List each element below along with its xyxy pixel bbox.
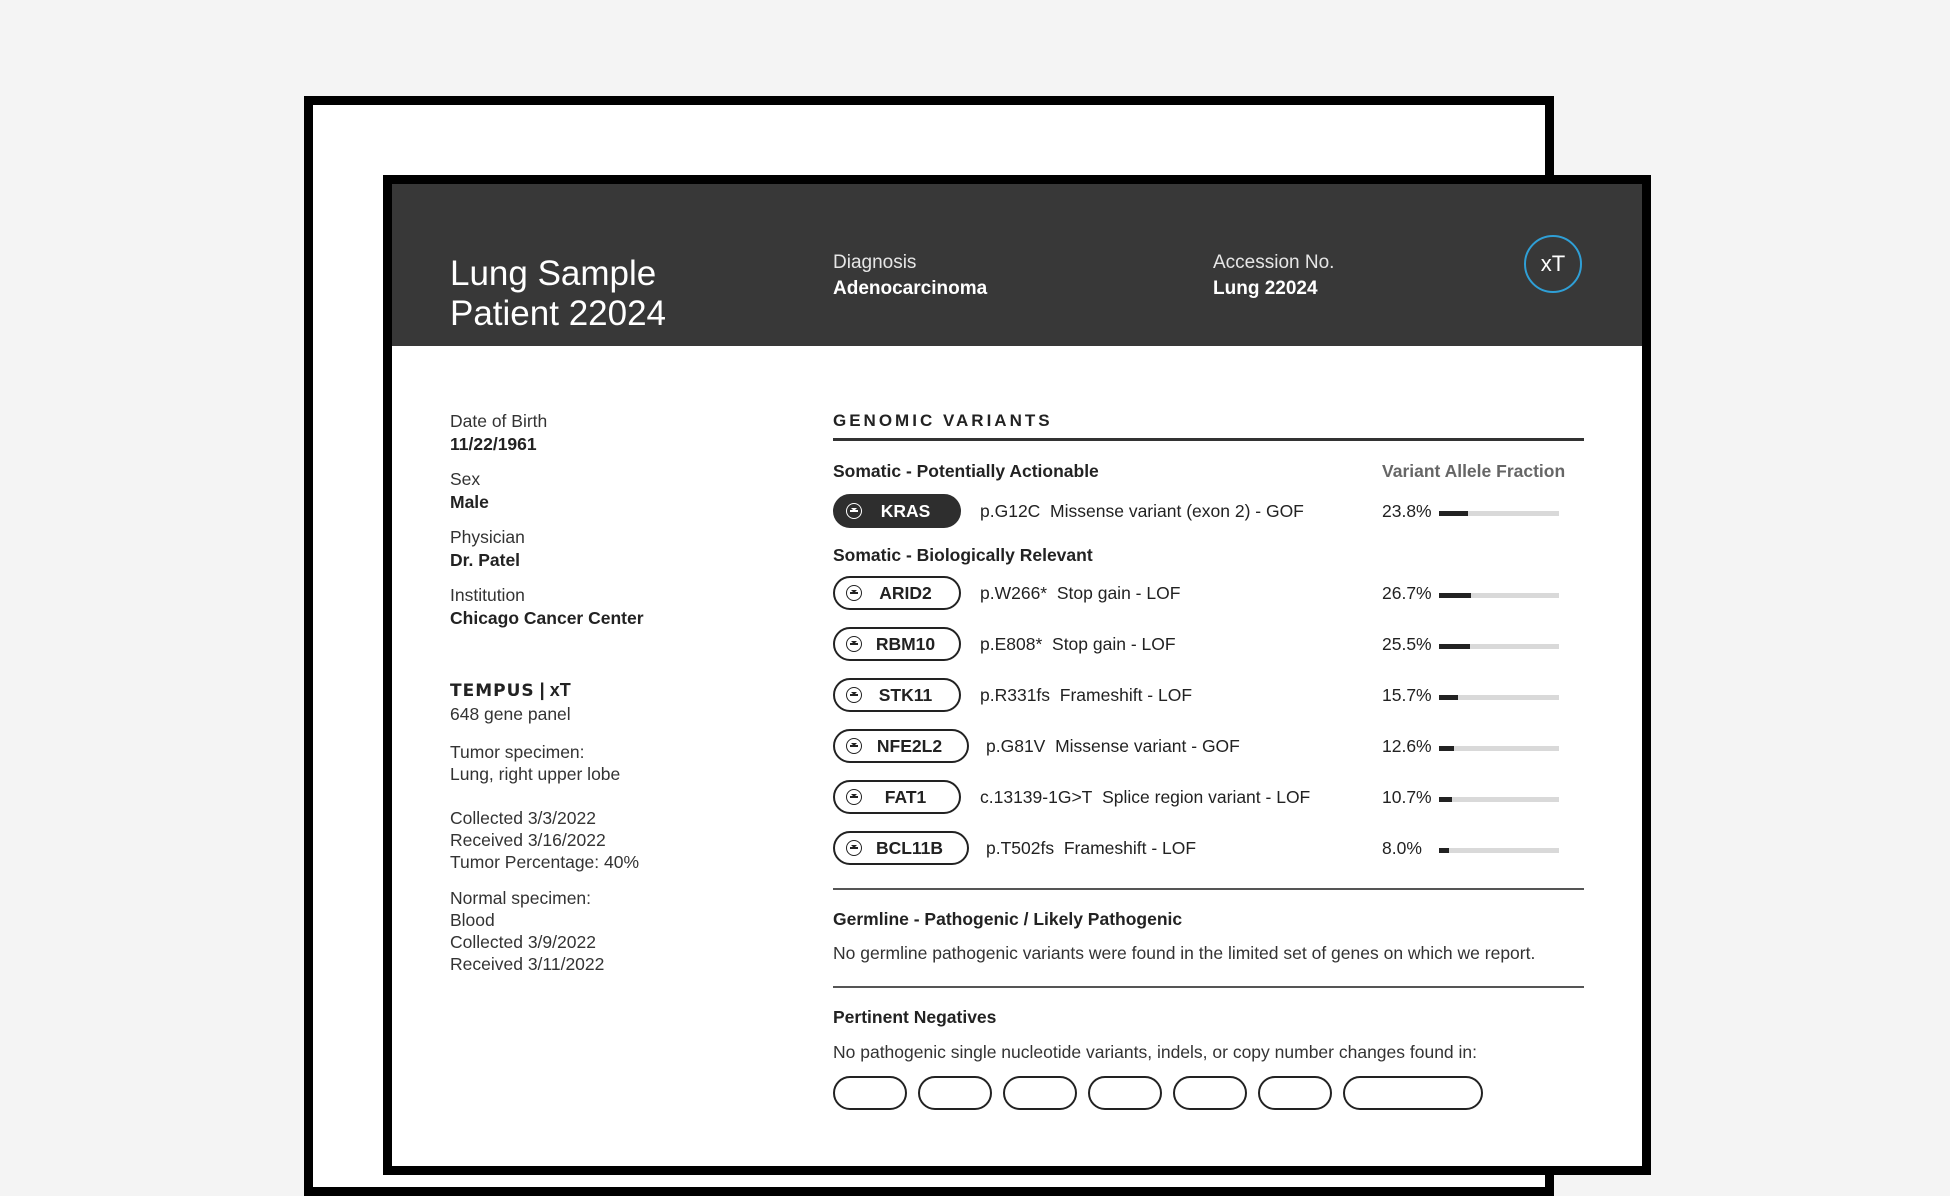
tumor-site: Lung, right upper lobe bbox=[450, 764, 621, 784]
variant-row bbox=[833, 775, 1584, 826]
gene-name: KRAS bbox=[880, 500, 931, 521]
vaf-bar-fill bbox=[1439, 695, 1458, 700]
vaf-bar bbox=[1439, 511, 1559, 516]
protein-change: p.T502fs bbox=[986, 838, 1055, 858]
vaf-value: 15.7% bbox=[1382, 685, 1432, 705]
expand-icon bbox=[846, 503, 862, 519]
expand-icon bbox=[846, 789, 862, 805]
dob-value: 11/22/1961 bbox=[450, 434, 537, 454]
variant-effect: Frameshift - LOF bbox=[1063, 838, 1197, 858]
variant-description bbox=[980, 634, 1176, 655]
expand-icon bbox=[846, 687, 862, 703]
report-page bbox=[383, 175, 1651, 1175]
variant-description bbox=[980, 501, 1304, 522]
test-brand-line bbox=[450, 678, 780, 703]
gene-name: FAT1 bbox=[884, 786, 927, 807]
section-title: GENOMIC VARIANTS bbox=[833, 410, 1584, 441]
protein-change: c.13139-1G>T bbox=[980, 787, 1093, 807]
vaf-bar bbox=[1439, 797, 1559, 802]
variant-row bbox=[833, 622, 1584, 673]
institution-label: Institution bbox=[450, 585, 525, 605]
report-header bbox=[392, 184, 1642, 346]
vaf-bar bbox=[1439, 746, 1559, 751]
patient-name-line1: Lung Sample bbox=[450, 254, 657, 293]
vaf-bar-fill bbox=[1439, 848, 1449, 853]
pertinent-negatives-heading: Pertinent Negatives bbox=[833, 1007, 997, 1027]
patient-name-line2: Patient 22024 bbox=[450, 294, 667, 333]
vaf-bar-fill bbox=[1439, 593, 1471, 598]
dob-label: Date of Birth bbox=[450, 411, 548, 431]
protein-change: p.R331fs bbox=[980, 685, 1051, 705]
vaf-bar-fill bbox=[1439, 746, 1454, 751]
vaf-value: 23.8% bbox=[1382, 501, 1432, 521]
gene-name: BCL11B bbox=[875, 837, 944, 858]
vaf-value: 8.0% bbox=[1382, 838, 1422, 858]
variant-effect: Stop gain - LOF bbox=[1052, 634, 1176, 654]
vaf-heading: Variant Allele Fraction bbox=[1382, 461, 1566, 481]
vaf-bar-fill bbox=[1439, 511, 1468, 516]
pertinent-negatives-text: No pathogenic single nucleotide variants, indels, or copy number changes found in: bbox=[833, 1042, 1478, 1062]
gene-chip[interactable] bbox=[1003, 1076, 1077, 1110]
tumor-percentage: Tumor Percentage: 40% bbox=[450, 852, 640, 872]
institution-value: Chicago Cancer Center bbox=[450, 608, 644, 628]
tumor-received: Received 3/16/2022 bbox=[450, 830, 606, 850]
gene-chip[interactable] bbox=[1343, 1076, 1483, 1110]
brand-separator: | bbox=[539, 680, 545, 700]
physician-label: Physician bbox=[450, 527, 525, 547]
expand-icon bbox=[846, 840, 862, 856]
gene-name: RBM10 bbox=[875, 633, 936, 654]
variant-effect: Missense variant (exon 2) - GOF bbox=[1050, 501, 1304, 521]
variant-row bbox=[833, 724, 1584, 775]
diagnosis-label: Diagnosis bbox=[833, 252, 917, 273]
gene-panel: 648 gene panel bbox=[450, 704, 571, 724]
dob-block bbox=[450, 410, 780, 456]
vaf-value: 26.7% bbox=[1382, 583, 1432, 603]
vaf-bar-fill bbox=[1439, 644, 1470, 649]
variant-row bbox=[833, 673, 1584, 724]
accession-field bbox=[1213, 250, 1334, 302]
gene-pill-nfe2l2[interactable] bbox=[833, 729, 969, 763]
protein-change: p.W266* bbox=[980, 583, 1048, 603]
expand-icon bbox=[846, 636, 862, 652]
normal-collected: Collected 3/9/2022 bbox=[450, 932, 596, 952]
relevant-variant-list bbox=[833, 571, 1584, 877]
variant-effect: Splice region variant - LOF bbox=[1102, 787, 1311, 807]
protein-change: p.G81V bbox=[986, 736, 1046, 756]
relevant-heading: Somatic - Biologically Relevant bbox=[833, 545, 1093, 565]
variant-description bbox=[980, 787, 1310, 808]
diagnosis-value: Adenocarcinoma bbox=[833, 278, 988, 299]
normal-type: Blood bbox=[450, 910, 495, 930]
gene-pill-rbm10[interactable] bbox=[833, 627, 961, 661]
diagnosis-field bbox=[833, 250, 987, 302]
patient-name bbox=[450, 254, 666, 334]
gene-pill-kras[interactable] bbox=[833, 494, 961, 528]
gene-name: ARID2 bbox=[879, 582, 932, 603]
variant-description bbox=[980, 685, 1192, 706]
gene-pill-fat1[interactable] bbox=[833, 780, 961, 814]
genomic-variants-section bbox=[833, 410, 1584, 1096]
variant-effect: Stop gain - LOF bbox=[1056, 583, 1181, 603]
gene-pill-bcl11b[interactable] bbox=[833, 831, 969, 865]
vaf-bar-fill bbox=[1439, 797, 1452, 802]
gene-chip[interactable] bbox=[1173, 1076, 1247, 1110]
tumor-specimen-label: Tumor specimen: bbox=[450, 742, 585, 762]
protein-change: p.G12C bbox=[980, 501, 1041, 521]
negative-gene-chips bbox=[833, 1076, 1584, 1096]
variant-effect: Missense variant - GOF bbox=[1055, 736, 1240, 756]
expand-icon bbox=[846, 585, 862, 601]
gene-chip[interactable] bbox=[1088, 1076, 1162, 1110]
physician-value: Dr. Patel bbox=[450, 550, 521, 570]
variant-effect: Frameshift - LOF bbox=[1059, 685, 1193, 705]
gene-name: NFE2L2 bbox=[876, 735, 943, 756]
actionable-variant-list bbox=[833, 489, 1584, 540]
product-name: xT bbox=[549, 680, 571, 700]
gene-chip[interactable] bbox=[918, 1076, 992, 1110]
patient-info-column bbox=[450, 410, 780, 975]
vaf-bar bbox=[1439, 848, 1559, 853]
vaf-bar bbox=[1439, 695, 1559, 700]
vaf-value: 10.7% bbox=[1382, 787, 1432, 807]
vaf-value: 25.5% bbox=[1382, 634, 1432, 654]
variant-row bbox=[833, 826, 1584, 877]
normal-specimen-label: Normal specimen: bbox=[450, 888, 592, 908]
gene-chip[interactable] bbox=[1258, 1076, 1332, 1110]
variant-row bbox=[833, 571, 1584, 622]
tempus-logo: TEMPUS bbox=[450, 681, 535, 701]
accession-value: Lung 22024 bbox=[1213, 278, 1318, 299]
gene-chip[interactable] bbox=[833, 1076, 907, 1110]
variant-description bbox=[980, 583, 1180, 604]
accession-label: Accession No. bbox=[1213, 252, 1335, 273]
vaf-bar bbox=[1439, 593, 1559, 598]
normal-received: Received 3/11/2022 bbox=[450, 954, 605, 974]
actionable-heading bbox=[833, 459, 1584, 483]
gene-pill-arid2[interactable] bbox=[833, 576, 961, 610]
vaf-bar bbox=[1439, 644, 1559, 649]
protein-change: p.E808* bbox=[980, 634, 1043, 654]
institution-block bbox=[450, 584, 780, 630]
actionable-heading-text: Somatic - Potentially Actionable bbox=[833, 461, 1099, 481]
expand-icon bbox=[846, 738, 862, 754]
variant-description bbox=[986, 838, 1196, 859]
sex-label: Sex bbox=[450, 469, 481, 489]
germline-heading: Germline - Pathogenic / Likely Pathogenic bbox=[833, 909, 1183, 929]
variant-description bbox=[986, 736, 1240, 757]
tumor-collected: Collected 3/3/2022 bbox=[450, 808, 596, 828]
physician-block bbox=[450, 526, 780, 572]
variant-row bbox=[833, 489, 1584, 540]
xt-badge: xT bbox=[1524, 235, 1582, 293]
vaf-value: 12.6% bbox=[1382, 736, 1432, 756]
germline-text: No germline pathogenic variants were found in the limited set of genes on which we report. bbox=[833, 943, 1536, 963]
sex-block bbox=[450, 468, 780, 514]
gene-pill-stk11[interactable] bbox=[833, 678, 961, 712]
sex-value: Male bbox=[450, 492, 489, 512]
gene-name: STK11 bbox=[878, 684, 933, 705]
